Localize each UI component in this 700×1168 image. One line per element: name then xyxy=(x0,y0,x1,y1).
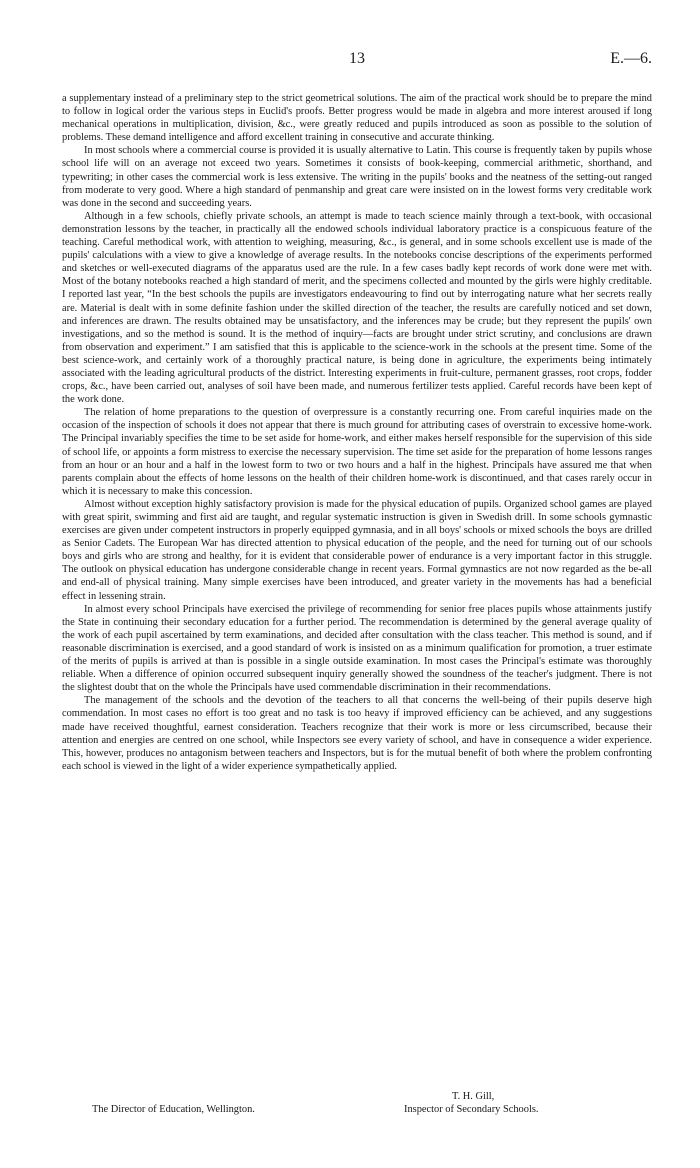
signatory-name: T. H. Gill, xyxy=(452,1091,495,1102)
paragraph-free-places: In almost every school Principals have exercised the privilege of recommending for senior free places pupils whose attainments justify the State in continuing their secondary education for a further period. The recommendation is determined by the general average quality of the work of each pupil ascertained by term examinations, and decided after consultation with the class teacher. This method is sound, and if reasonable discrimination is exercised, and a good standard of work is insisted on as a minimum qualification for promotion, a truer estimate of the merits of pupils is arrived at than is possible in a single outside examination. In most cases the Principal's estimate was thoroughly reliable. When a difference of opinion occurred subsequent inquiry generally showed the soundness of the teacher's judgment. There is not the slightest doubt that on the whole the Principals have used commendable discrimination in their recommendations. xyxy=(62,603,652,694)
paragraph-science: Although in a few schools, chiefly private schools, an attempt is made to teach science mainly through a text-book, with occasional demonstration lessons by the teacher, in practically all the endowed schools individual laboratory practice is a conspicuous feature of the teaching. Careful methodical work, with attention to weighing, measuring, &c., is general, and in some schools excellent use is made of the pupils' calculations with a view to give a knowledge of average results. In the notebooks concise descriptions of the experiments performed and sketches or well-executed diagrams of the apparatus used are the rule. In a few cases badly kept records of work done were met with. Most of the botany notebooks reached a high standard of merit, and the specimens collected and mounted by the girls were highly creditable. I reported last year, “In the best schools the pupils are investigators endeavouring to find out by interrogating nature what her secrets really are. Material is dealt with in some definite fashion under the skilled direction of the teacher, the results are carefully noticed and set down, and inferences are drawn. The results obtained may be unsatisfactory, and the inferences may be crude; but they represent the pupils' own investigations, and so the method is sound. It is the method of inquiry—facts are brought under strict scrutiny, and conclusions are drawn from observation and experiment.” I am satisfied that this is applicable to the science-work in the schools at the present time. Some of the best science-work, and certainly work of a thoroughly practical nature, is being done in agriculture, the experiments being intimately associated with the leading agricultural products of the district. Interesting experiments in fruit-culture, permanent grasses, root crops, fodder crops, &c., have been carried out, analyses of soil have been made, and numerous fertilizer tests applied. Careful records have been kept of the work done. xyxy=(62,210,652,406)
paragraph-commercial-course: In most schools where a commercial course is provided it is usually alternative to Latin. This course is frequently taken by pupils whose school life will on an average not exceed two years. Sometimes it consists of book-keeping, commercial arithmetic, shorthand, and typewriting; in other cases the commercial work is less extensive. The writing in the pupils' books and the neatness of the setting-out ranged from moderate to very good. Where a high standard of penmanship and great care were insisted on in the lowest forms very creditable work was done in the second and succeeding years. xyxy=(62,145,652,209)
page-header xyxy=(62,50,652,78)
addressee: The Director of Education, Wellington. xyxy=(92,1104,255,1116)
page-number: 13 xyxy=(349,50,365,67)
paragraph-physical-education: Almost without exception highly satisfactory provision is made for the physical education of pupils. Organized school games are played with great spirit, swimming and first aid are taught, and regular systematic instruction is given in Swedish drill. In some schools gymnastic exercises are given under competent instructors in properly equipped gymnasia, and in all boys' schools or mixed schools the boys are drilled as Senior Cadets. The European War has directed attention to physical education of the people, and the need for turning out of our schools boys and girls who are strong and healthy, for it is evident that considerable power of endurance is a very important factor in this struggle. The outlook on physical education has undergone considerable change in recent years. Formal gymnastics are not now regarded as the be-all and end-all of physical training. Many simple exercises have been introduced, and greater variety in the movements has had a beneficial effect in lessening strain. xyxy=(62,498,652,602)
report-body xyxy=(62,92,652,773)
document-reference: E.—6. xyxy=(610,50,652,67)
signature-block xyxy=(92,1090,652,1116)
paragraph-management: The management of the schools and the devotion of the teachers to all that concerns the well-being of their pupils deserve high commendation. In most cases no effort is too great and no task is too heavy if improved efficiency can be achieved, and any suggestions made have received thoughtful, earnest consideration. Teachers recognize that their work is more or less circumscribed, because their attention and energies are centred on one school, while Inspectors see every variety of school, and have in consequence a wider experience. This, however, produces no antagonism between teachers and Inspectors, but is for the mutual benefit of both where the problem confronting each school is viewed in the light of a wider experience sympathetically applied. xyxy=(62,695,652,772)
paragraph-geometry: a supplementary instead of a preliminary step to the strict geometrical solutions. The aim of the practical work should be to prepare the mind to follow in logical order the various steps in Euclid's proofs. Better progress would be made in algebra and more interest aroused if long mechanical operations in multiplication, division, &c., were greatly reduced and pupils introduced as soon as possible to the solution of problems. These demand intelligence and afford excellent training in consecutive and accurate thinking. xyxy=(62,93,652,144)
signatory-title: Inspector of Secondary Schools. xyxy=(404,1104,539,1116)
paragraph-home-preparation: The relation of home preparations to the question of overpressure is a constantly recurring one. From careful inquiries made on the occasion of the inspection of schools it does not appear that there is much ground for attributing cases of overstrain to excessive home-work. The Principal invariably specifies the time to be set aside for home-work, and either makes herself responsible for the supervision of this side of school life, or appoints a form mistress to exercise the necessary supervision. The time set aside for the preparation of home lessons ranges from an hour or an hour and a half in the lowest form to two or two hours and a half in the highest. Principals have assured me that when parents complain about the effects of home lessons on the health of their children home-work is discontinued, and that cases rarely occur in which it is necessary to make this concession. xyxy=(62,407,652,497)
